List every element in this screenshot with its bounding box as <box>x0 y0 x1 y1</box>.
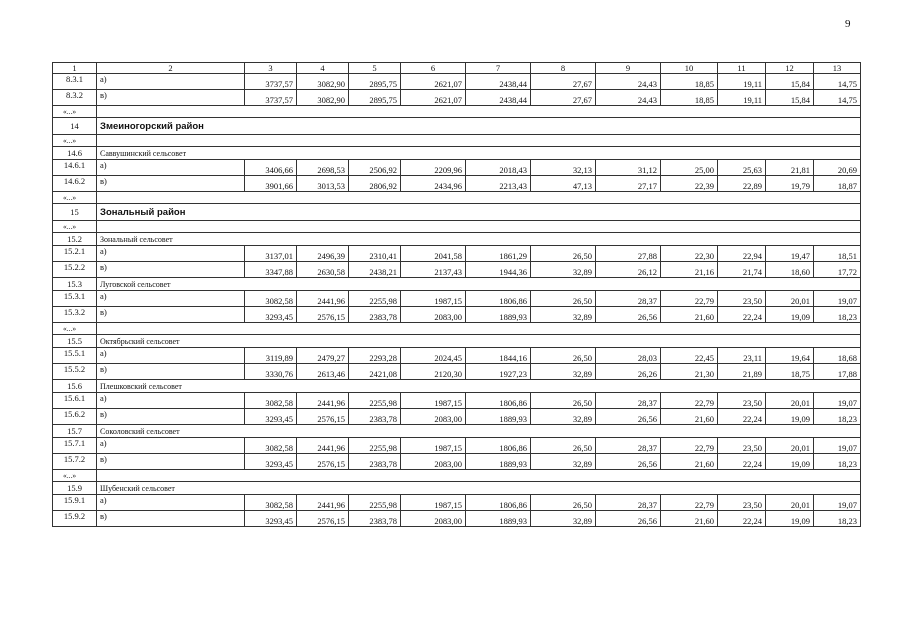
value-cell: 22,30 <box>661 246 718 262</box>
value-cell: 28,37 <box>596 393 661 409</box>
row-label: а) <box>97 438 245 454</box>
value-cell: 1987,15 <box>401 291 466 307</box>
column-header: 5 <box>349 63 401 74</box>
value-cell: 2506,92 <box>349 160 401 176</box>
value-cell: 18,60 <box>766 262 814 278</box>
council-name: Зональный сельсовет <box>97 233 861 246</box>
value-cell: 21,16 <box>661 262 718 278</box>
row-code: 15.3.2 <box>53 307 97 323</box>
value-cell: 21,89 <box>718 364 766 380</box>
value-cell: 19,79 <box>766 176 814 192</box>
table-row <box>53 511 861 527</box>
value-cell: 2209,96 <box>401 160 466 176</box>
value-cell: 21,60 <box>661 409 718 425</box>
value-cell: 1806,86 <box>466 291 531 307</box>
value-cell: 2613,46 <box>297 364 349 380</box>
value-cell: 27,67 <box>531 90 596 106</box>
value-cell: 23,50 <box>718 393 766 409</box>
council-name: Плешковский сельсовет <box>97 380 861 393</box>
value-cell: 2496,39 <box>297 246 349 262</box>
value-cell: 22,79 <box>661 291 718 307</box>
district-code: 15 <box>53 204 97 221</box>
value-cell: 18,68 <box>814 348 861 364</box>
value-cell: 19,07 <box>814 495 861 511</box>
value-cell: 1806,86 <box>466 438 531 454</box>
value-cell: 18,23 <box>814 307 861 323</box>
council-heading-row <box>53 278 861 291</box>
value-cell: 2441,96 <box>297 291 349 307</box>
value-cell: 1987,15 <box>401 495 466 511</box>
value-cell: 22,39 <box>661 176 718 192</box>
ellipsis-marker: «...» <box>53 221 97 233</box>
value-cell: 27,17 <box>596 176 661 192</box>
ellipsis-marker: «...» <box>53 192 97 204</box>
value-cell: 2383,78 <box>349 511 401 527</box>
value-cell: 1806,86 <box>466 495 531 511</box>
value-cell: 3737,57 <box>245 90 297 106</box>
value-cell: 1889,93 <box>466 454 531 470</box>
value-cell: 14,75 <box>814 74 861 90</box>
ellipsis-marker: «...» <box>53 470 97 482</box>
value-cell: 25,63 <box>718 160 766 176</box>
value-cell: 2083,00 <box>401 454 466 470</box>
value-cell: 2698,53 <box>297 160 349 176</box>
value-cell: 3082,58 <box>245 291 297 307</box>
page-number: 9 <box>845 18 851 30</box>
value-cell: 2630,58 <box>297 262 349 278</box>
value-cell: 20,69 <box>814 160 861 176</box>
value-cell: 2479,27 <box>297 348 349 364</box>
empty-cell <box>97 323 861 335</box>
value-cell: 19,07 <box>814 393 861 409</box>
value-cell: 26,50 <box>531 348 596 364</box>
value-cell: 47,13 <box>531 176 596 192</box>
council-code: 14.6 <box>53 147 97 160</box>
value-cell: 2083,00 <box>401 307 466 323</box>
value-cell: 17,88 <box>814 364 861 380</box>
ellipsis-marker: «...» <box>53 323 97 335</box>
table-row <box>53 74 861 90</box>
value-cell: 21,30 <box>661 364 718 380</box>
table-row <box>53 438 861 454</box>
value-cell: 2255,98 <box>349 438 401 454</box>
column-header: 10 <box>661 63 718 74</box>
value-cell: 2120,30 <box>401 364 466 380</box>
row-code: 15.6.1 <box>53 393 97 409</box>
value-cell: 3293,45 <box>245 307 297 323</box>
value-cell: 3737,57 <box>245 74 297 90</box>
table-header-row <box>53 63 861 74</box>
value-cell: 32,89 <box>531 307 596 323</box>
value-cell: 1987,15 <box>401 438 466 454</box>
value-cell: 1889,93 <box>466 307 531 323</box>
value-cell: 23,50 <box>718 438 766 454</box>
value-cell: 2441,96 <box>297 438 349 454</box>
value-cell: 3901,66 <box>245 176 297 192</box>
table-row <box>53 262 861 278</box>
value-cell: 20,01 <box>766 291 814 307</box>
value-cell: 22,24 <box>718 307 766 323</box>
council-heading-row <box>53 147 861 160</box>
row-label: а) <box>97 246 245 262</box>
row-code: 15.7.1 <box>53 438 97 454</box>
value-cell: 18,51 <box>814 246 861 262</box>
value-cell: 2438,44 <box>466 74 531 90</box>
value-cell: 26,12 <box>596 262 661 278</box>
row-code: 15.9.2 <box>53 511 97 527</box>
value-cell: 23,50 <box>718 495 766 511</box>
value-cell: 3082,58 <box>245 393 297 409</box>
value-cell: 22,89 <box>718 176 766 192</box>
value-cell: 2441,96 <box>297 393 349 409</box>
value-cell: 18,23 <box>814 454 861 470</box>
ellipsis-row <box>53 323 861 335</box>
value-cell: 3082,90 <box>297 90 349 106</box>
row-code: 15.7.2 <box>53 454 97 470</box>
row-label: а) <box>97 495 245 511</box>
value-cell: 21,60 <box>661 454 718 470</box>
value-cell: 1944,36 <box>466 262 531 278</box>
value-cell: 14,75 <box>814 90 861 106</box>
council-name: Луговской сельсовет <box>97 278 861 291</box>
row-label: а) <box>97 348 245 364</box>
table-row <box>53 348 861 364</box>
row-label: а) <box>97 291 245 307</box>
row-label: в) <box>97 364 245 380</box>
value-cell: 22,24 <box>718 454 766 470</box>
column-header: 1 <box>53 63 97 74</box>
district-name: Зональный район <box>97 204 861 221</box>
ellipsis-row <box>53 135 861 147</box>
council-name: Шубенский сельсовет <box>97 482 861 495</box>
value-cell: 2438,21 <box>349 262 401 278</box>
council-heading-row <box>53 335 861 348</box>
value-cell: 2421,08 <box>349 364 401 380</box>
tariff-table <box>52 62 861 527</box>
table-row <box>53 160 861 176</box>
row-code: 15.5.1 <box>53 348 97 364</box>
value-cell: 2255,98 <box>349 393 401 409</box>
ellipsis-row <box>53 192 861 204</box>
value-cell: 2018,43 <box>466 160 531 176</box>
row-code: 8.3.2 <box>53 90 97 106</box>
value-cell: 27,88 <box>596 246 661 262</box>
table-row <box>53 307 861 323</box>
value-cell: 25,00 <box>661 160 718 176</box>
value-cell: 26,56 <box>596 409 661 425</box>
value-cell: 2213,43 <box>466 176 531 192</box>
value-cell: 22,79 <box>661 438 718 454</box>
row-label: а) <box>97 74 245 90</box>
value-cell: 2383,78 <box>349 454 401 470</box>
row-label: в) <box>97 176 245 192</box>
value-cell: 32,89 <box>531 511 596 527</box>
value-cell: 32,13 <box>531 160 596 176</box>
value-cell: 20,01 <box>766 495 814 511</box>
value-cell: 19,07 <box>814 291 861 307</box>
column-header: 4 <box>297 63 349 74</box>
value-cell: 2255,98 <box>349 291 401 307</box>
value-cell: 3082,90 <box>297 74 349 90</box>
column-header: 6 <box>401 63 466 74</box>
value-cell: 31,12 <box>596 160 661 176</box>
value-cell: 1844,16 <box>466 348 531 364</box>
table-row <box>53 176 861 192</box>
row-label: в) <box>97 511 245 527</box>
row-label: в) <box>97 307 245 323</box>
row-code: 15.2.2 <box>53 262 97 278</box>
value-cell: 19,11 <box>718 90 766 106</box>
value-cell: 27,67 <box>531 74 596 90</box>
value-cell: 2434,96 <box>401 176 466 192</box>
value-cell: 19,09 <box>766 511 814 527</box>
column-header: 8 <box>531 63 596 74</box>
value-cell: 32,89 <box>531 262 596 278</box>
district-heading-row <box>53 118 861 135</box>
row-label: в) <box>97 262 245 278</box>
council-code: 15.2 <box>53 233 97 246</box>
value-cell: 26,50 <box>531 393 596 409</box>
table-row <box>53 291 861 307</box>
district-heading-row <box>53 204 861 221</box>
row-code: 8.3.1 <box>53 74 97 90</box>
council-code: 15.7 <box>53 425 97 438</box>
row-code: 14.6.2 <box>53 176 97 192</box>
value-cell: 26,56 <box>596 511 661 527</box>
column-header: 7 <box>466 63 531 74</box>
table-row <box>53 495 861 511</box>
value-cell: 2083,00 <box>401 511 466 527</box>
value-cell: 18,87 <box>814 176 861 192</box>
row-label: в) <box>97 90 245 106</box>
value-cell: 2621,07 <box>401 74 466 90</box>
value-cell: 19,11 <box>718 74 766 90</box>
district-code: 14 <box>53 118 97 135</box>
council-heading-row <box>53 380 861 393</box>
value-cell: 19,09 <box>766 307 814 323</box>
value-cell: 1927,23 <box>466 364 531 380</box>
ellipsis-row <box>53 470 861 482</box>
council-name: Октябрьский сельсовет <box>97 335 861 348</box>
value-cell: 3082,58 <box>245 495 297 511</box>
value-cell: 2083,00 <box>401 409 466 425</box>
value-cell: 2438,44 <box>466 90 531 106</box>
value-cell: 26,56 <box>596 454 661 470</box>
empty-cell <box>97 135 861 147</box>
value-cell: 26,50 <box>531 291 596 307</box>
value-cell: 1889,93 <box>466 511 531 527</box>
value-cell: 2383,78 <box>349 307 401 323</box>
value-cell: 32,89 <box>531 409 596 425</box>
value-cell: 3293,45 <box>245 511 297 527</box>
value-cell: 28,03 <box>596 348 661 364</box>
value-cell: 19,09 <box>766 409 814 425</box>
value-cell: 3293,45 <box>245 409 297 425</box>
value-cell: 26,56 <box>596 307 661 323</box>
column-header: 13 <box>814 63 861 74</box>
council-heading-row <box>53 425 861 438</box>
column-header: 9 <box>596 63 661 74</box>
value-cell: 2383,78 <box>349 409 401 425</box>
value-cell: 2310,41 <box>349 246 401 262</box>
value-cell: 2806,92 <box>349 176 401 192</box>
table-row <box>53 364 861 380</box>
value-cell: 22,24 <box>718 409 766 425</box>
value-cell: 3119,89 <box>245 348 297 364</box>
council-heading-row <box>53 233 861 246</box>
value-cell: 19,09 <box>766 454 814 470</box>
value-cell: 17,72 <box>814 262 861 278</box>
value-cell: 26,26 <box>596 364 661 380</box>
value-cell: 24,43 <box>596 74 661 90</box>
row-label: а) <box>97 393 245 409</box>
value-cell: 22,24 <box>718 511 766 527</box>
value-cell: 3330,76 <box>245 364 297 380</box>
value-cell: 2576,15 <box>297 409 349 425</box>
value-cell: 1987,15 <box>401 393 466 409</box>
value-cell: 2041,58 <box>401 246 466 262</box>
value-cell: 32,89 <box>531 454 596 470</box>
value-cell: 3293,45 <box>245 454 297 470</box>
council-name: Саввушинский сельсовет <box>97 147 861 160</box>
council-code: 15.3 <box>53 278 97 291</box>
value-cell: 26,50 <box>531 246 596 262</box>
district-name: Змеиногорский район <box>97 118 861 135</box>
value-cell: 2576,15 <box>297 511 349 527</box>
value-cell: 18,85 <box>661 74 718 90</box>
value-cell: 2024,45 <box>401 348 466 364</box>
row-code: 15.5.2 <box>53 364 97 380</box>
value-cell: 28,37 <box>596 291 661 307</box>
table-row <box>53 246 861 262</box>
value-cell: 26,50 <box>531 495 596 511</box>
value-cell: 3406,66 <box>245 160 297 176</box>
value-cell: 22,45 <box>661 348 718 364</box>
value-cell: 2895,75 <box>349 90 401 106</box>
column-header: 3 <box>245 63 297 74</box>
row-code: 15.6.2 <box>53 409 97 425</box>
column-header: 12 <box>766 63 814 74</box>
table-row <box>53 90 861 106</box>
value-cell: 22,79 <box>661 495 718 511</box>
row-label: в) <box>97 409 245 425</box>
empty-cell <box>97 221 861 233</box>
value-cell: 26,50 <box>531 438 596 454</box>
value-cell: 32,89 <box>531 364 596 380</box>
value-cell: 20,01 <box>766 393 814 409</box>
value-cell: 21,60 <box>661 511 718 527</box>
council-heading-row <box>53 482 861 495</box>
empty-cell <box>97 192 861 204</box>
row-label: а) <box>97 160 245 176</box>
table-row <box>53 409 861 425</box>
value-cell: 21,60 <box>661 307 718 323</box>
value-cell: 2255,98 <box>349 495 401 511</box>
value-cell: 2137,43 <box>401 262 466 278</box>
value-cell: 22,94 <box>718 246 766 262</box>
value-cell: 15,84 <box>766 74 814 90</box>
empty-cell <box>97 470 861 482</box>
value-cell: 15,84 <box>766 90 814 106</box>
value-cell: 18,23 <box>814 409 861 425</box>
value-cell: 3347,88 <box>245 262 297 278</box>
value-cell: 21,81 <box>766 160 814 176</box>
value-cell: 28,37 <box>596 438 661 454</box>
value-cell: 2895,75 <box>349 74 401 90</box>
value-cell: 2576,15 <box>297 307 349 323</box>
column-header: 11 <box>718 63 766 74</box>
council-code: 15.5 <box>53 335 97 348</box>
council-code: 15.6 <box>53 380 97 393</box>
row-label: в) <box>97 454 245 470</box>
row-code: 15.3.1 <box>53 291 97 307</box>
row-code: 14.6.1 <box>53 160 97 176</box>
empty-cell <box>97 106 861 118</box>
value-cell: 2621,07 <box>401 90 466 106</box>
value-cell: 3082,58 <box>245 438 297 454</box>
value-cell: 1806,86 <box>466 393 531 409</box>
ellipsis-row <box>53 106 861 118</box>
council-code: 15.9 <box>53 482 97 495</box>
value-cell: 19,64 <box>766 348 814 364</box>
value-cell: 1861,29 <box>466 246 531 262</box>
value-cell: 2441,96 <box>297 495 349 511</box>
value-cell: 18,75 <box>766 364 814 380</box>
value-cell: 20,01 <box>766 438 814 454</box>
value-cell: 3137,01 <box>245 246 297 262</box>
row-code: 15.9.1 <box>53 495 97 511</box>
table-body <box>53 63 861 527</box>
column-header: 2 <box>97 63 245 74</box>
ellipsis-marker: «...» <box>53 106 97 118</box>
value-cell: 2293,28 <box>349 348 401 364</box>
table-row <box>53 454 861 470</box>
value-cell: 2576,15 <box>297 454 349 470</box>
value-cell: 1889,93 <box>466 409 531 425</box>
row-code: 15.2.1 <box>53 246 97 262</box>
value-cell: 3013,53 <box>297 176 349 192</box>
ellipsis-row <box>53 221 861 233</box>
value-cell: 23,50 <box>718 291 766 307</box>
value-cell: 28,37 <box>596 495 661 511</box>
value-cell: 23,11 <box>718 348 766 364</box>
council-name: Соколовский сельсовет <box>97 425 861 438</box>
value-cell: 19,47 <box>766 246 814 262</box>
value-cell: 18,85 <box>661 90 718 106</box>
table-row <box>53 393 861 409</box>
value-cell: 21,74 <box>718 262 766 278</box>
value-cell: 22,79 <box>661 393 718 409</box>
ellipsis-marker: «...» <box>53 135 97 147</box>
value-cell: 18,23 <box>814 511 861 527</box>
value-cell: 19,07 <box>814 438 861 454</box>
value-cell: 24,43 <box>596 90 661 106</box>
